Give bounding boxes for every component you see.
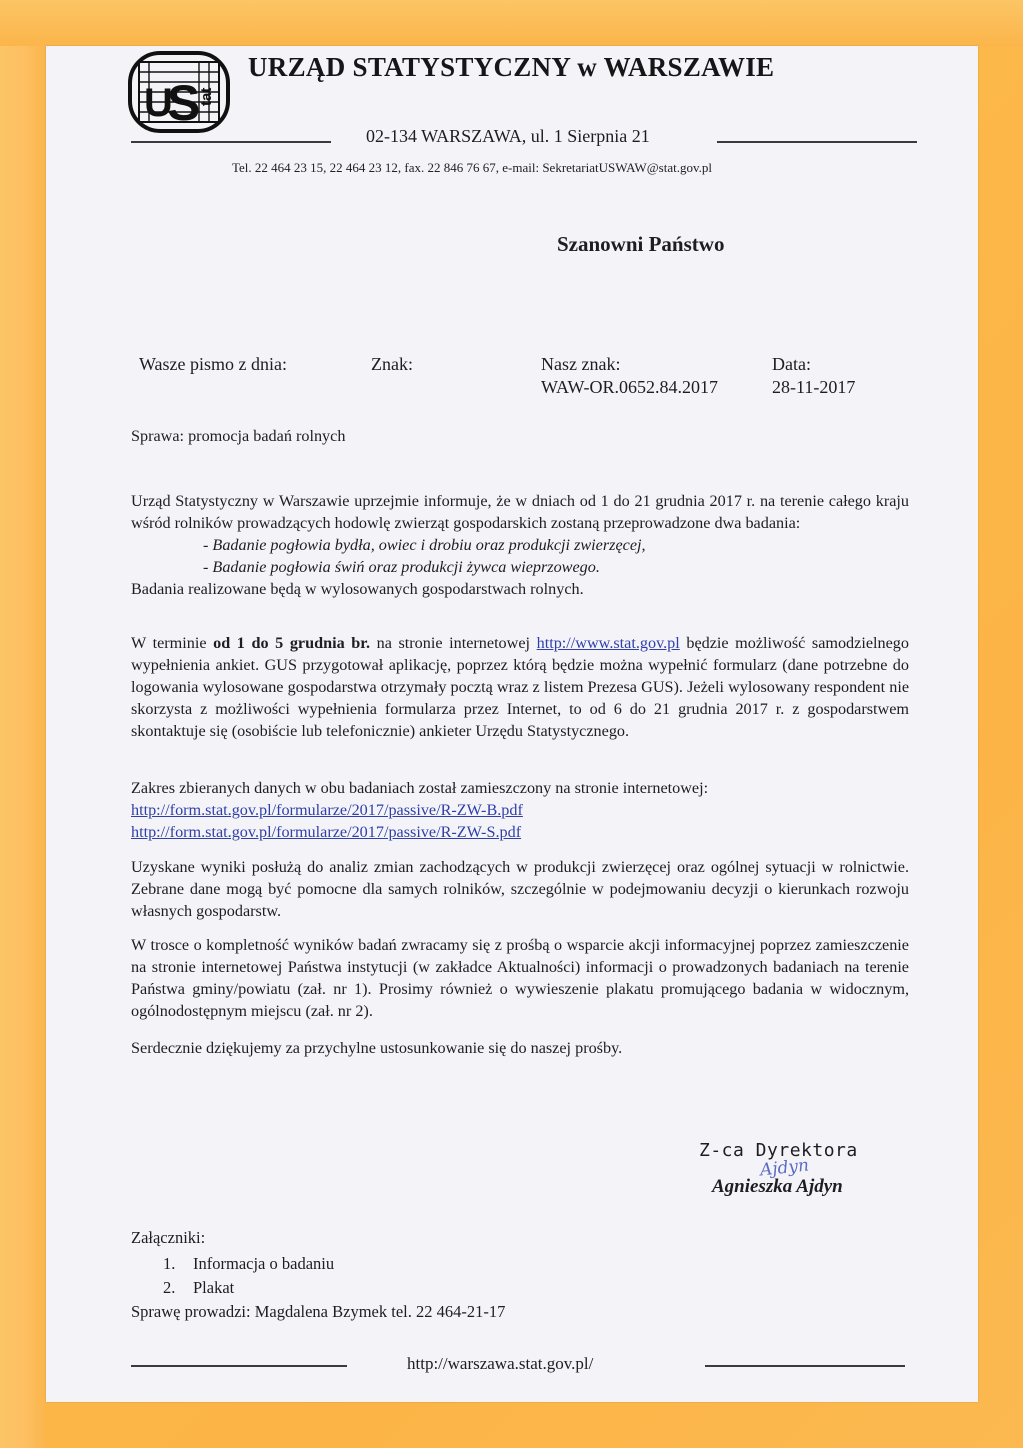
logo-tat: tat: [198, 87, 215, 106]
p2-mid: na stronie internetowej: [370, 634, 537, 652]
salutation: Szanowni Państwo: [557, 232, 725, 256]
header-rule-left: [131, 141, 331, 143]
attachment-number: 1.: [163, 1254, 176, 1273]
logo-u: U: [144, 81, 173, 125]
attachment-label: Plakat: [193, 1278, 235, 1297]
p2-suffix: będzie możliwość samodzielnego wypełnienia ankiet. GUS przygotował aplikację, poprzez którą będzie można wypełnić formularz (dane potrzebne do logowania wylosowane gospodarstwa otrzymały pocztą wraz z listem Prezesa GUS). Jeżeli wylosowany respondent nie skorzysta z możliwości wypełnienia formularza przez Internet, to od 6 do 21 grudnia 2017 r. z gospodarstwem skontaktuje się (osobiście lub telefonicznie) ankieter Urzędu Statystycznego.: [131, 634, 909, 740]
stat-gov-link[interactable]: http://www.stat.gov.pl: [536, 634, 680, 652]
paragraph-online-survey: [131, 632, 909, 742]
paragraph-thanks: Serdecznie dziękujemy za przychylne ustosunkowanie się do naszej prośby.: [131, 1039, 623, 1057]
institution-contact: Tel. 22 464 23 15, 22 464 23 12, fax. 22 846 76 67, e-mail: SekretariatUSWAW@stat.gov.pl: [232, 160, 712, 175]
subject-line: Sprawa: promocja badań rolnych: [131, 427, 346, 445]
signatory-title: Z-ca Dyrektora: [699, 1140, 858, 1161]
attachments-title: Załączniki:: [131, 1228, 206, 1247]
date-value: 28-11-2017: [772, 377, 856, 397]
forms-text: Zakres zbieranych danych w obu badaniach został zamieszczony na stronie internetowej:: [131, 779, 709, 797]
paragraph-forms: [131, 777, 909, 843]
attachment-label: Informacja o badaniu: [193, 1254, 335, 1273]
case-handler: Sprawę prowadzi: Magdalena Bzymek tel. 22 464-21-17: [131, 1302, 506, 1321]
p2-prefix: W terminie: [131, 634, 214, 652]
logo-s: S: [167, 75, 201, 131]
attachment-item: [163, 1278, 234, 1298]
p2-date-range: od 1 do 5 grudnia br.: [213, 634, 371, 652]
signatory-name: Agnieszka Ajdyn: [712, 1176, 843, 1197]
attachment-number: 2.: [163, 1278, 176, 1297]
header-rule-right: [717, 141, 917, 143]
footer-rule-right: [705, 1365, 905, 1367]
institution-name: URZĄD STATYSTYCZNY w WARSZAWIE: [248, 52, 775, 82]
frame-border-left: [0, 0, 46, 1448]
intro-outro: Badania realizowane będą w wylosowanych gospodarstwach rolnych.: [131, 580, 584, 598]
form-rzwb-link[interactable]: http://form.stat.gov.pl/formularze/2017/passive/R-ZW-B.pdf: [131, 801, 523, 819]
attachment-item: [163, 1254, 334, 1274]
ustat-logo-icon: [127, 50, 231, 134]
your-letter-label: Wasze pismo z dnia:: [139, 354, 288, 374]
frame-border-top: [0, 0, 1023, 46]
footer-url[interactable]: http://warszawa.stat.gov.pl/: [407, 1354, 594, 1373]
your-sign-label: Znak:: [371, 354, 413, 374]
paragraph-results: Uzyskane wyniki posłużą do analiz zmian zachodzących w produkcji zwierzęcej oraz ogólnej sytuacji w rolnictwie. Zebrane dane mogą być pomocne dla samych rolników, szczególnie w podejmowaniu decyzji o kierunkach rozwoju własnych gospodarstw.: [131, 858, 909, 920]
paragraph-intro: [131, 490, 909, 600]
date-label: Data:: [772, 354, 811, 374]
form-rzws-link[interactable]: http://form.stat.gov.pl/formularze/2017/passive/R-ZW-S.pdf: [131, 823, 522, 841]
intro-text: Urząd Statystyczny w Warszawie uprzejmie informuje, że w dniach od 1 do 21 grudnia 2017 r. na terenie całego kraju wśród rolników prowadzących hodowlę zwierząt gospodarskich zostaną przeprowadzone dwa badania:: [131, 492, 909, 532]
our-sign-value: WAW-OR.0652.84.2017: [541, 377, 719, 397]
paragraph-request: W trosce o kompletność wyników badań zwracamy się z prośbą o wsparcie akcji informacyjnej poprzez zamieszczenie na stronie internetowej Państwa instytucji (w zakładce Aktualności) informacji o prowadzonych badaniach na terenie Państwa gminy/powiatu (zał. nr 1). Prosimy również o wywieszenie plakatu promującego badania w widocznym, ogólnodostępnym miejscu (zał. nr 2).: [131, 936, 909, 1020]
handwritten-signature: Ajdyn: [759, 1155, 810, 1181]
our-sign-label: Nasz znak:: [541, 354, 621, 374]
institution-address: 02-134 WARSZAWA, ul. 1 Sierpnia 21: [366, 126, 650, 146]
survey-item: - Badanie pogłowia świń oraz produkcji żywca wieprzowego.: [203, 558, 600, 576]
survey-item: - Badanie pogłowia bydła, owiec i drobiu oraz produkcji zwierzęcej,: [203, 536, 646, 554]
footer-rule-left: [131, 1365, 347, 1367]
